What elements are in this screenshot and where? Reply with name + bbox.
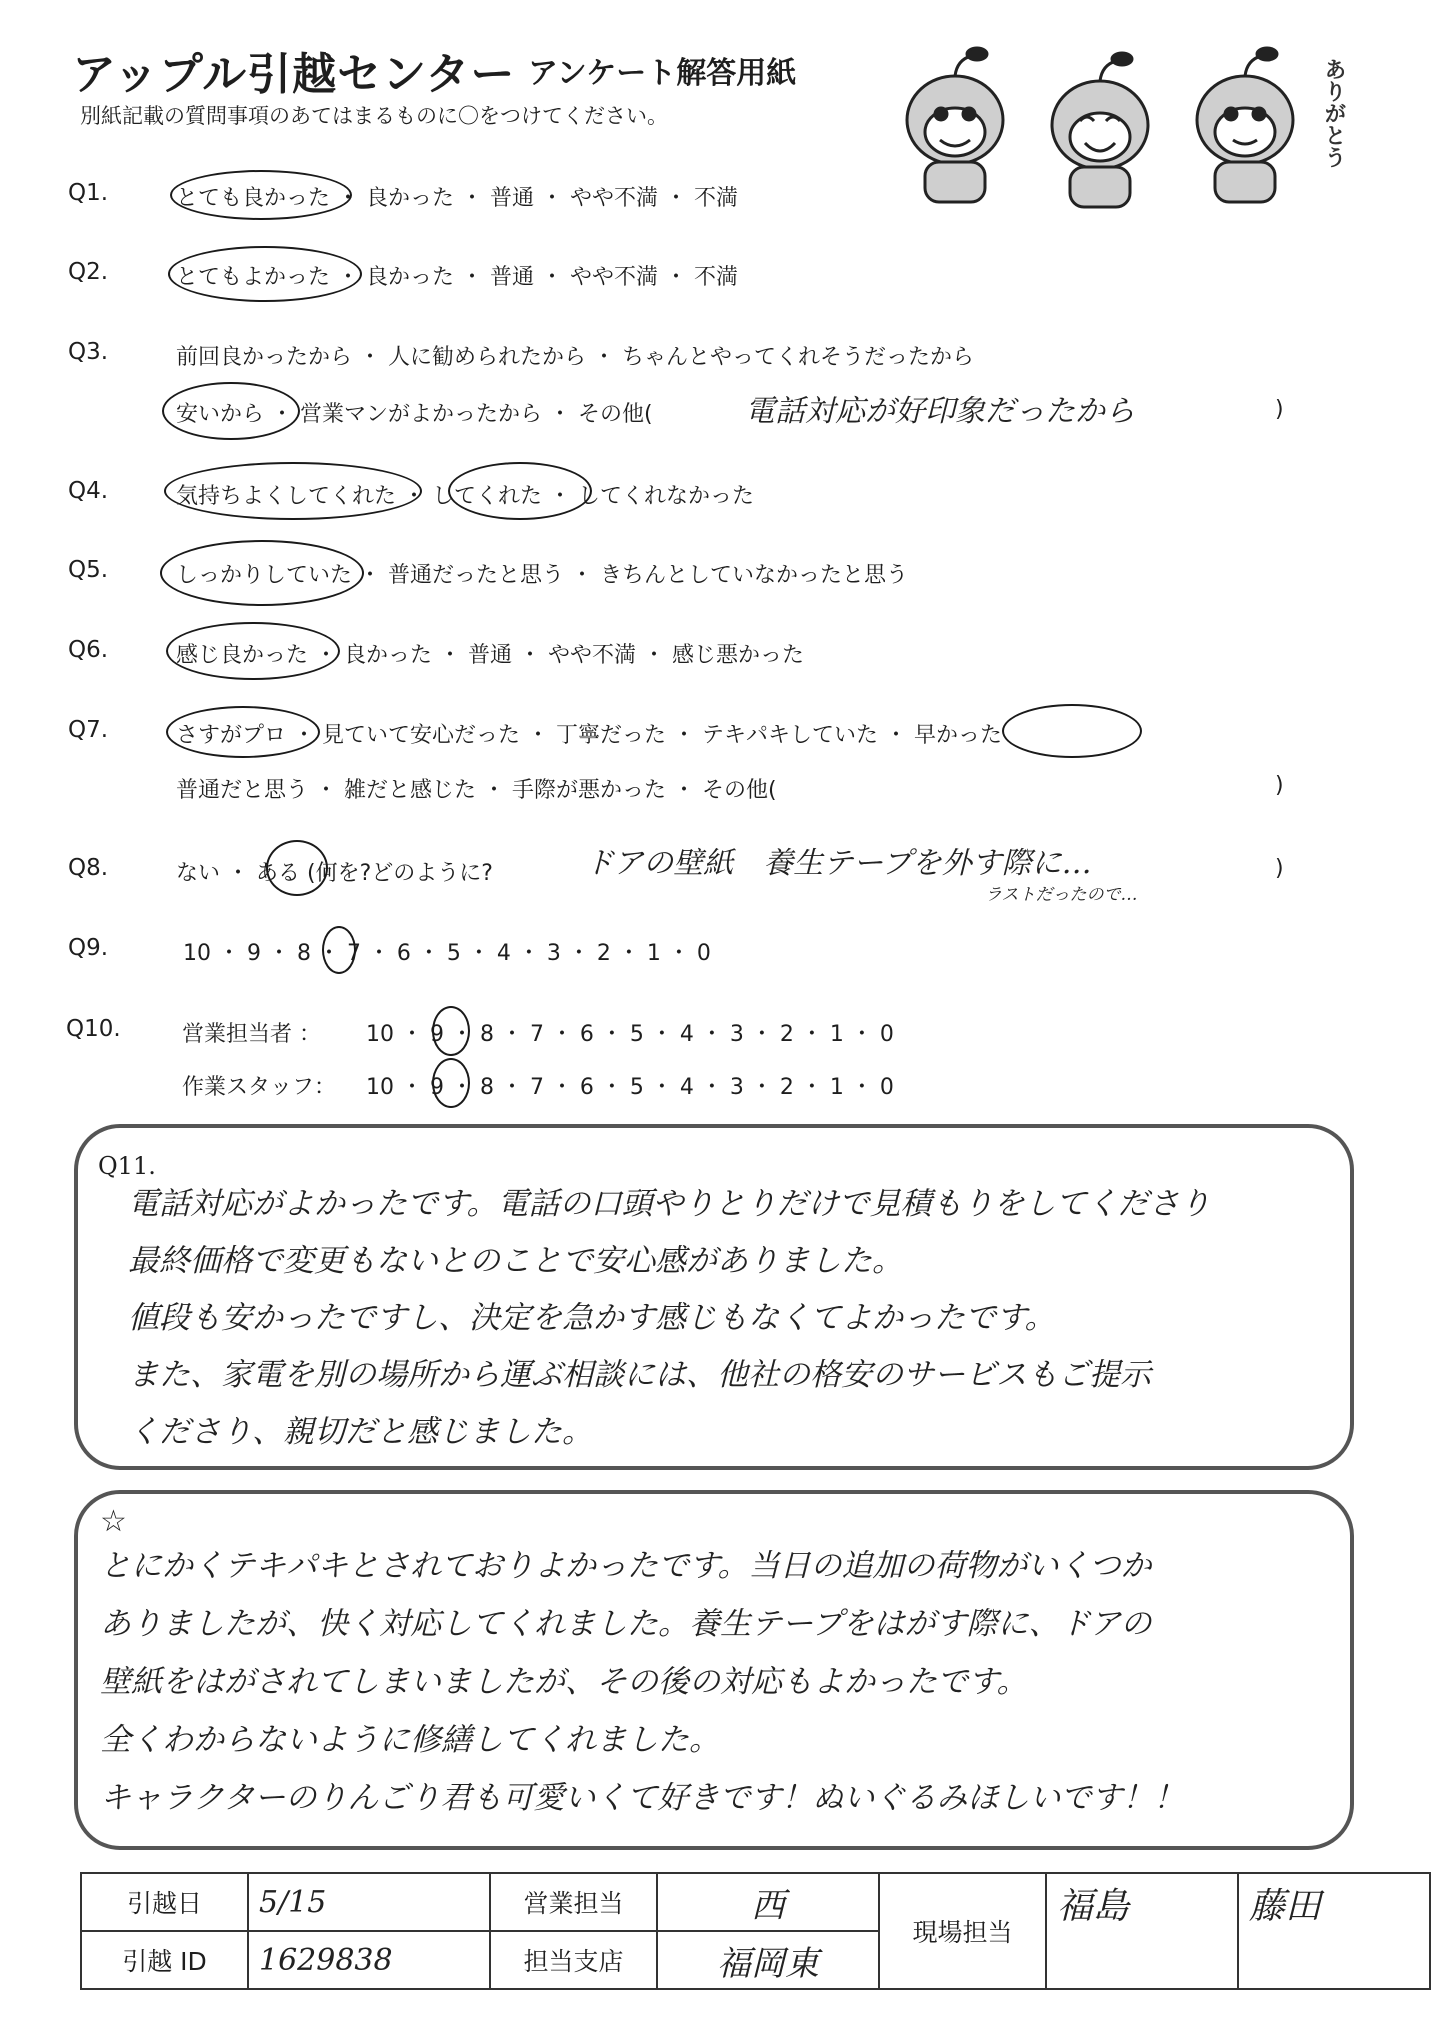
- answer-circle: [164, 462, 422, 520]
- answer-circle: [166, 706, 320, 758]
- q3-close-paren: ): [1275, 397, 1284, 422]
- thanks-text: ありがとう: [1321, 58, 1346, 168]
- star-icon: ☆: [100, 1504, 127, 1539]
- q7-line1[interactable]: さすがプロ ・ 見ていて安心だった ・ 丁寧だった ・ テキパキしていた ・ 早かった: [176, 723, 1002, 748]
- answer-circle: [432, 1058, 470, 1108]
- mascot-icon: [1052, 53, 1148, 207]
- answer-circle: [266, 840, 328, 896]
- star-line: キャラクターのりんごり君も可愛いくて好きです！ぬいぐるみほしいです！！: [100, 1780, 1185, 1816]
- q7-close-paren: ): [1275, 773, 1284, 798]
- q10-staff-scale[interactable]: 10 ・ 9 ・ 8 ・ 7 ・ 6 ・ 5 ・ 4 ・ 3 ・ 2 ・ 1 ・ 0: [366, 1075, 894, 1100]
- q8-note: ラストだったので…: [985, 885, 1138, 905]
- q4-label: Q4.: [68, 478, 109, 504]
- instruction-text: 別紙記載の質問事項のあてはまるものに〇をつけてください。: [80, 104, 668, 128]
- branch-label: 担当支店: [490, 1931, 657, 1989]
- star-line: 壁紙をはがされてしまいましたが、その後の対応もよかったです。: [100, 1664, 1028, 1700]
- footer-table: [80, 1872, 1431, 1990]
- answer-circle: [166, 622, 340, 680]
- q11-line: くださり、親切だと感じました。: [128, 1414, 593, 1450]
- q5-options[interactable]: しっかりしていた ・ 普通だったと思う ・ きちんとしていなかったと思う: [176, 563, 908, 588]
- move-date-label: 引越日: [81, 1873, 248, 1931]
- q4-options[interactable]: 気持ちよくしてくれた ・ してくれた ・ してくれなかった: [176, 484, 754, 509]
- star-line: とにかくテキパキとされておりよかったです。当日の追加の荷物がいくつか: [100, 1548, 1152, 1584]
- sales-label: 営業担当: [490, 1873, 657, 1931]
- q11-label: Q11.: [98, 1152, 156, 1180]
- q6-options[interactable]: 感じ良かった ・ 良かった ・ 普通 ・ やや不満 ・ 感じ悪かった: [176, 643, 804, 668]
- q10-label: Q10.: [66, 1016, 121, 1042]
- q11-line: 値段も安かったですし、決定を急かす感じもなくてよかったです。: [128, 1300, 1056, 1336]
- form-subtitle: アンケート解答用紙: [528, 56, 797, 91]
- q11-line: また、家電を別の場所から運ぶ相談には、他社の格安のサービスもご提示: [128, 1357, 1151, 1393]
- star-line: ありましたが、快く対応してくれました。養生テープをはがす際に、ドアの: [100, 1606, 1152, 1642]
- q8-answer: ドアの壁紙 養生テープを外す際に…: [584, 846, 1092, 881]
- q9-label: Q9.: [68, 935, 109, 961]
- answer-circle: [1002, 704, 1142, 758]
- answer-circle: [160, 540, 364, 606]
- branch-value: 福岡東: [657, 1931, 879, 1989]
- q5-label: Q5.: [68, 557, 109, 583]
- q6-label: Q6.: [68, 637, 109, 663]
- move-id-label: 引越 ID: [81, 1931, 248, 1989]
- move-id-value: 1629838: [248, 1931, 490, 1989]
- q10-staff-label: 作業スタッフ：: [182, 1075, 337, 1100]
- q10-sales-label: 営業担当者 ：: [182, 1022, 321, 1047]
- mascot-illustration: [885, 40, 1355, 220]
- q3-line1[interactable]: 前回良かったから ・ 人に勧められたから ・ ちゃんとやってくれそうだったから: [176, 345, 974, 370]
- q8-label: Q8.: [68, 855, 109, 881]
- site-staff-1: 福島: [1046, 1873, 1238, 1989]
- q9-scale[interactable]: 10 ・ 9 ・ 8 ・ 7 ・ 6 ・ 5 ・ 4 ・ 3 ・ 2 ・ 1 ・ 0: [183, 941, 711, 966]
- q1-label: Q1.: [68, 180, 109, 206]
- answer-circle: [162, 382, 300, 440]
- q11-line: 最終価格で変更もないとのことで安心感がありました。: [128, 1243, 903, 1279]
- q11-line: 電話対応がよかったです。電話の口頭やりとりだけで見積もりをしてくださり: [128, 1186, 1211, 1222]
- move-date-value: 5/15: [248, 1873, 490, 1931]
- form-title: アップル引越センター: [72, 49, 516, 100]
- site-staff-2: 藤田: [1238, 1873, 1430, 1989]
- answer-circle: [170, 170, 352, 220]
- q3-line2[interactable]: 安いから ・ 営業マンがよかったから ・ その他(: [176, 402, 653, 427]
- q8-close-paren: ): [1275, 856, 1284, 881]
- q7-label: Q7.: [68, 717, 109, 743]
- q3-other-answer: 電話対応が好印象だったから: [745, 394, 1135, 429]
- q1-options[interactable]: とても良かった ・ 良かった ・ 普通 ・ やや不満 ・ 不満: [176, 186, 738, 211]
- star-line: 全くわからないように修繕してくれました。: [100, 1722, 720, 1758]
- answer-circle: [432, 1006, 470, 1056]
- q10-sales-scale[interactable]: 10 ・ 9 ・ 8 ・ 7 ・ 6 ・ 5 ・ 4 ・ 3 ・ 2 ・ 1 ・ 0: [366, 1022, 894, 1047]
- q3-label: Q3.: [68, 339, 109, 365]
- q2-label: Q2.: [68, 259, 109, 285]
- q2-options[interactable]: とてもよかった ・ 良かった ・ 普通 ・ やや不満 ・ 不満: [176, 265, 738, 290]
- mascot-icon: [1197, 48, 1293, 202]
- q7-line2[interactable]: 普通だと思う ・ 雑だと感じた ・ 手際が悪かった ・ その他(: [176, 778, 777, 803]
- sales-value: 西: [657, 1873, 879, 1931]
- q8-options[interactable]: ない ・ ある (何を?どのように?: [176, 861, 493, 886]
- mascot-icon: [907, 48, 1003, 202]
- answer-circle: [448, 462, 592, 520]
- answer-circle: [168, 246, 362, 302]
- answer-circle: [322, 926, 356, 974]
- site-label: 現場担当: [879, 1873, 1046, 1989]
